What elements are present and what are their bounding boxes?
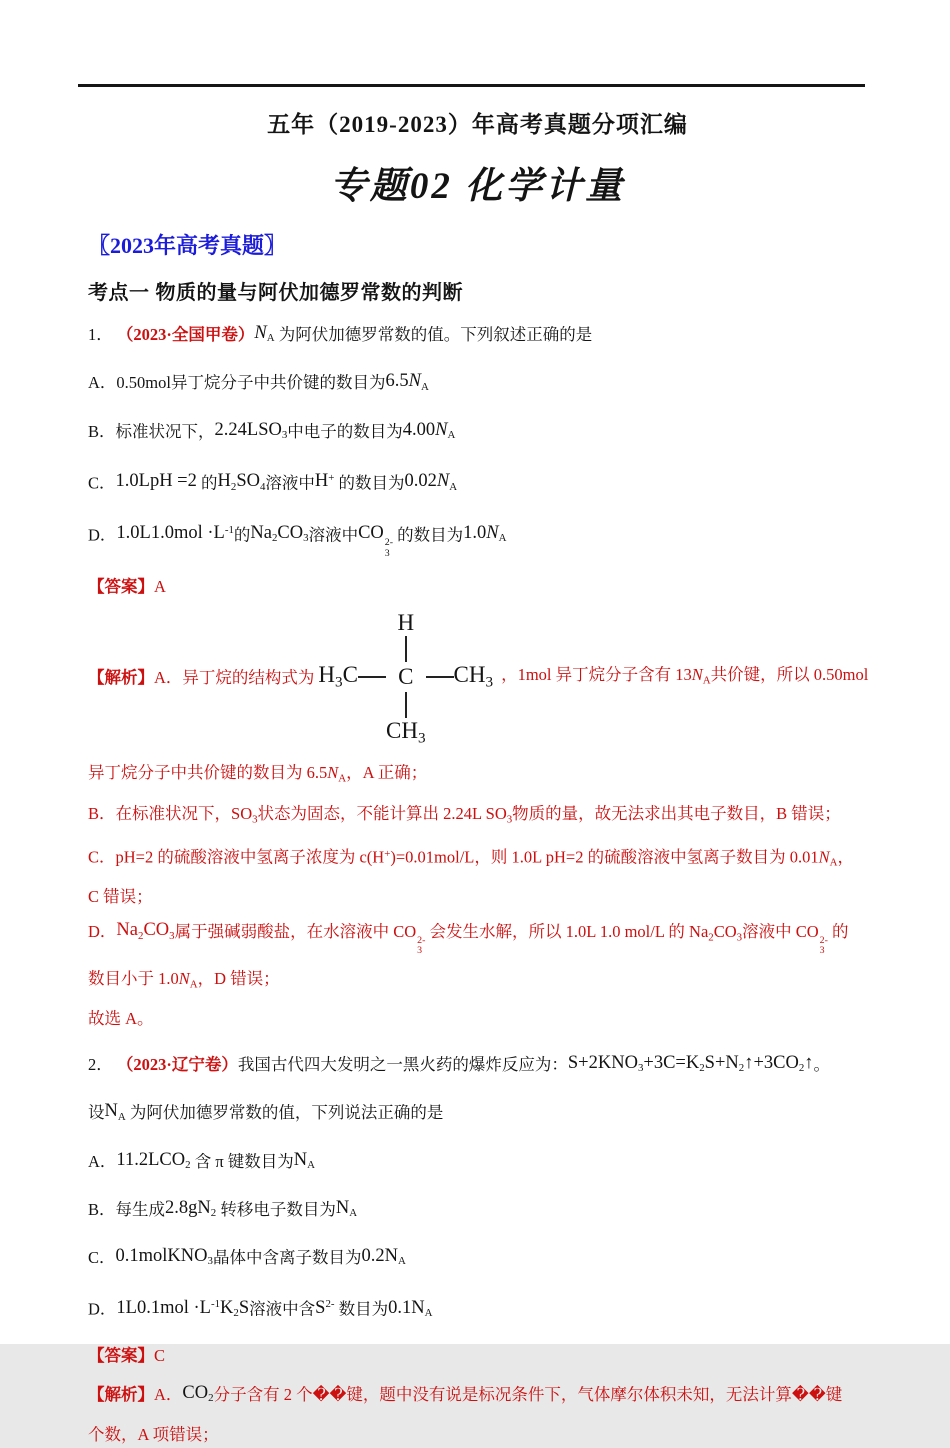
bond-horizontal-right	[426, 676, 454, 678]
question-1-explanation-line-7: 故选 A。	[88, 1008, 154, 1028]
molecule-bottom-ch3: $CH_3$	[385, 717, 426, 747]
question-2-stem-line-2: 设$N_A$ 为阿伏加德罗常数的值，下列说法正确的是	[88, 1101, 444, 1123]
question-1-explanation-line-2: B．在标准状况下，$SO_3$状态为固态，不能计算出 2.24L $SO_3$物质的量，故无法求出其电子数目，B 错误；	[88, 803, 841, 825]
question-1-option-b: B．标准状况下，$2.24LSO_3$中电子的数目为$4.00N_A$	[88, 419, 456, 441]
question-2-explanation-line-1: 【解析】A．$CO_2$分子含有 2 个��键，题中没有说是标况条件下，气体摩尔体积未知，无法计算��键	[88, 1383, 843, 1405]
bond-vertical-bottom	[405, 692, 407, 718]
page-content	[88, 0, 867, 1448]
question-1-explanation-line-5: D．$Na_2CO_3$属于强碱弱酸盐，在水溶液中 CO 2- 3 会发生水解，所以 1.0L 1.0 mol/L 的 $Na_2CO_3$溶液中 CO 2- 3 的	[88, 920, 849, 957]
section-header-2023: 〖2023年高考真题〗	[88, 233, 287, 258]
question-2-explanation-line-2: 个数，A 项错误；	[88, 1425, 219, 1445]
question-1-explanation-line-1: 异丁烷分子中共价键的数目为 $6.5N_A$，A 正确；	[88, 763, 428, 785]
molecule-top-h: H	[397, 610, 415, 636]
question-2-option-a: A．$11.2LCO_2$ 含 π 键数目为$N_A$	[88, 1149, 316, 1171]
question-1-analysis-lead: 【解析】A．异丁烷的结构式为	[88, 667, 315, 687]
question-2-option-c: C．0.1molKNO$_3$晶体中含离子数目为$0.2N_A$	[88, 1246, 406, 1268]
molecule-left-h3c: $H_3C$	[318, 662, 358, 691]
question-1-analysis-tail: ，1mol 异丁烷分子含有 $13N_A$共价键，所以 0.50mol	[501, 665, 869, 687]
isobutane-structure-diagram	[318, 610, 493, 747]
question-1-explanation-line-6: 数目小于 $1.0N_A$，D 错误；	[88, 968, 280, 990]
molecule-right-ch3: $CH_3$	[453, 662, 494, 691]
question-1-option-c: C．1.0LpH =2 的$H_2SO_4$溶液中H+ 的数目为$0.02N_A$	[88, 471, 458, 493]
question-1-explanation-line-3: C．pH=2 的硫酸溶液中氢离子浓度为 c(H+)=0.01mol/L，则 1.0L pH=2 的硫酸溶液中氢离子数目为 $0.01N_A$，	[88, 847, 854, 869]
question-1-stem: 1． （2023·全国甲卷）$N_A$ 为阿伏加德罗常数的值。下列叙述正确的是	[88, 323, 593, 345]
question-1-analysis-row	[88, 608, 867, 747]
question-2-answer: 【答案】C	[88, 1346, 166, 1365]
question-1-answer: 【答案】A	[88, 577, 166, 597]
bond-vertical-top	[405, 636, 407, 662]
molecule-center-c: C	[398, 663, 414, 689]
question-2-stem: 2． （2023·辽宁卷）我国古代四大发明之一黑火药的爆炸反应为：$S+2KNO_3+3C=K_2S+N_2↑+3CO_2↑$。	[88, 1052, 831, 1075]
question-1-explanation-line-4: C 错误；	[88, 887, 153, 907]
question-1-option-d: D．$1.0L1.0mol \cdot L^{-1}$的$Na_2CO_3$溶液中CO 2- 3 的数目为$1.0N_A$	[88, 522, 507, 559]
bond-horizontal-left	[358, 676, 386, 678]
document-title: 五年（2019-2023）年高考真题分项汇编	[267, 112, 688, 137]
question-1-option-a: A．0.50mol异丁烷分子中共价键的数目为$6.5N_A$	[88, 371, 429, 393]
document-subtitle: 专题02 化学计量	[329, 166, 626, 207]
question-2-option-d: D．$1L0.1mol \cdot L^{-1}K_2S$溶液中含$S^{2-}$ 数目为$0.1N_A$	[88, 1297, 433, 1319]
question-2-option-b: B．每生成$2.8gN_2$ 转移电子数目为$N_A$	[88, 1197, 358, 1220]
topic-header: 考点一 物质的量与阿伏加德罗常数的判断	[88, 282, 464, 304]
